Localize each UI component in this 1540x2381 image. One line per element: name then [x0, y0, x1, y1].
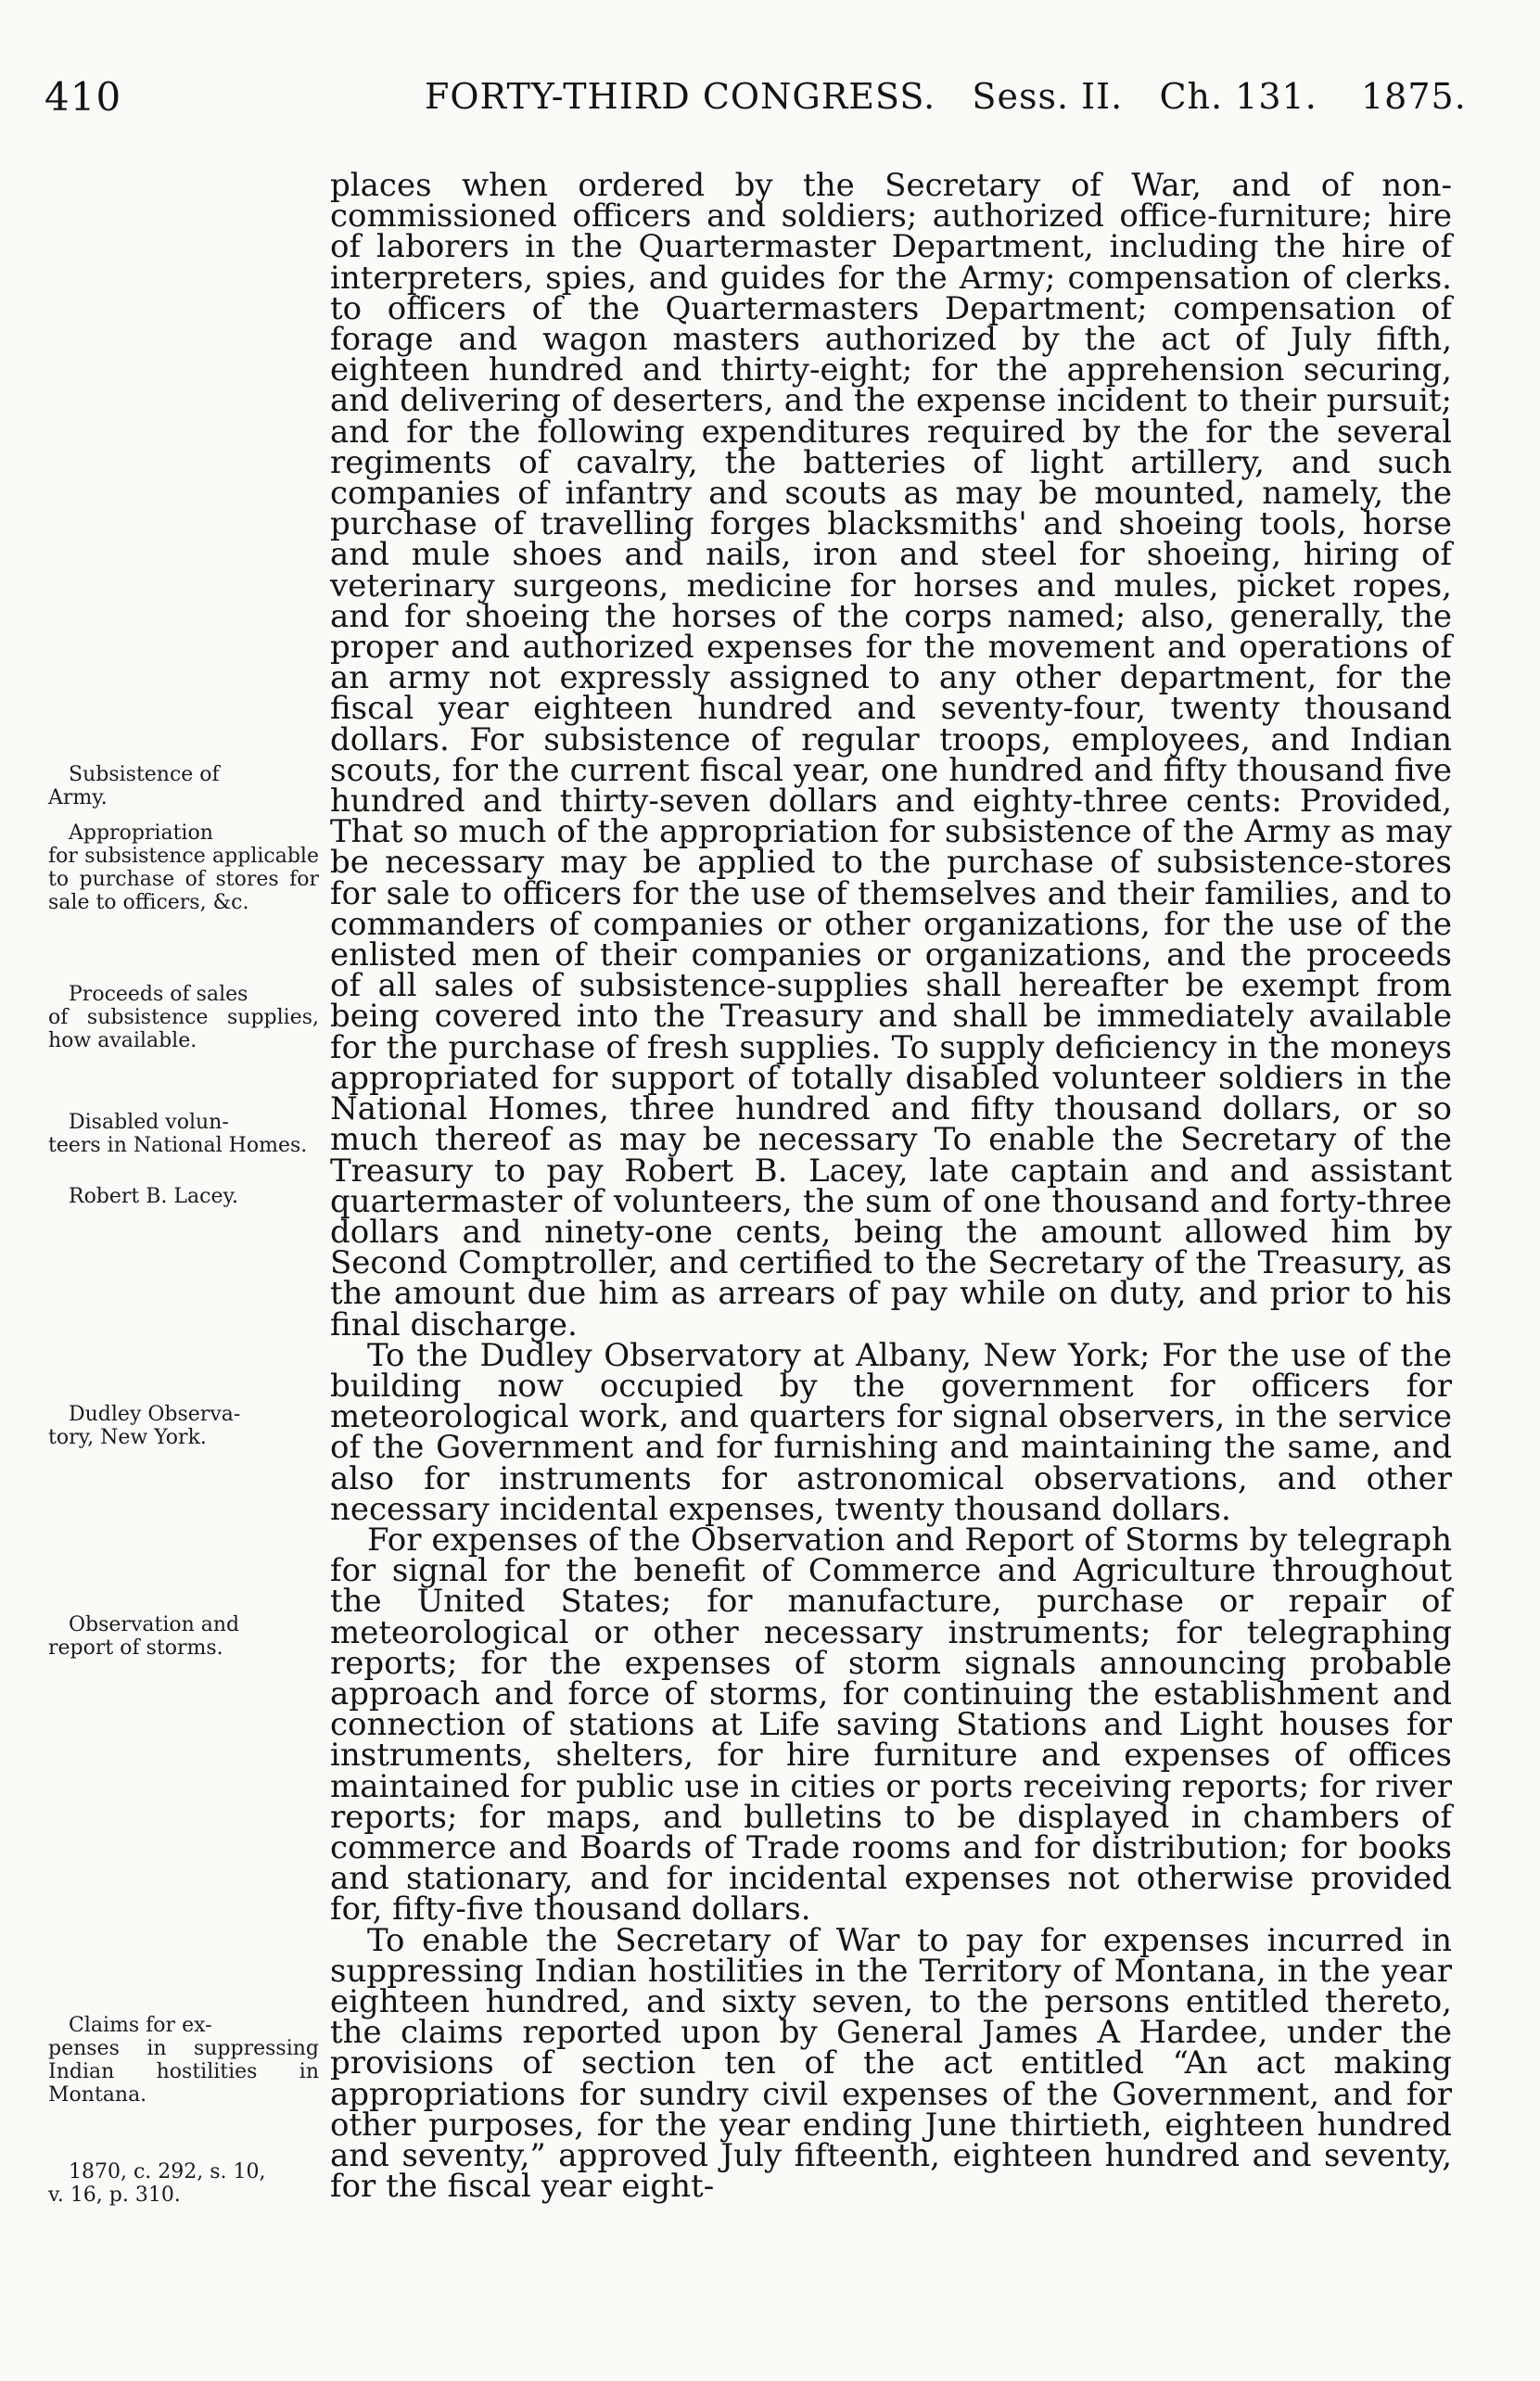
congress-title: FORTY-THIRD CONGRESS.: [425, 76, 936, 117]
margin-note-subsistence-army: Subsistence of Army.: [48, 763, 220, 809]
page-header: [45, 74, 1467, 130]
session-label: Sess. II.: [972, 76, 1124, 117]
paragraph-storm-reports: For expenses of the Observation and Report of Storms by telegraph for signal for the benefit of Commerce and Agriculture throughout the United States; for manufacture, purchase or repair of meteorological or other necessary instruments; for telegraphing reports; for the expenses of storm signals announcing probable approach and force of storms, for continuing the establishment and connection of stations at Life saving Stations and Light houses for instruments, shelters, for hire furniture and expenses of offices maintained for public use in cities or ports receiving reports; for river reports; for maps, and bulletins to be displayed in chambers of commerce and Boards of Trade rooms and for distribution; for books and stationary, and for incidental expenses not otherwise provided for, fifty-five thousand dollars.: [330, 1521, 1452, 1929]
margin-note-statute-citation: 1870, c. 292, s. 10, v. 16, p. 310.: [48, 2160, 266, 2207]
margin-note-dudley-observatory: Dudley Observa- tory, New York.: [48, 1403, 241, 1449]
paragraph-montana-claims: To enable the Secretary of War to pay for expenses incurred in suppressing Indian hostilities in the Territory of Montana, in the year eighteen hundred, and sixty seven, to the persons entitled thereto, the claims reported upon by General James A Hardee, under the provisions of section ten of the act entitled “An act making appropriations for sundry civil expenses of the Government, and for other purposes, for the year ending June thirtieth, eighteen hundred and seventy,” approved July fifteenth, eighteen hundred and seventy, for the fiscal year eight-: [330, 1921, 1452, 2206]
paragraph-dudley-observatory: To the Dudley Observatory at Albany, New York; For the use of the building now occupied by the government for officers for meteorological work, and quarters for signal observers, in the service of the Government and for furnishing and maintaining the same, and also for instruments for astronomical observations, and other necessary incidental expenses, twenty thousand dollars.: [330, 1336, 1452, 1528]
page-number: 410: [45, 74, 122, 120]
paragraph-quartermaster-subsistence: places when ordered by the Secretary of War, and of non-commissioned officers and soldiers; authorized office-furniture; hire of laborers in the Quartermaster Department, including the hire of interpreters, spies, and guides for the Army; compensation of clerks. to officers of the Quartermasters Department; compensation of forage and wagon masters authorized by the act of July fifth, eighteen hundred and thirty-eight; for the apprehension securing, and delivering of deserters, and the expense incident to their pursuit; and for the following expenditures required by the for the several regiments of cavalry, the batteries of light artillery, and such companies of infantry and scouts as may be mounted, namely, the purchase of travelling forges blacksmiths' and shoeing tools, horse and mule shoes and nails, iron and steel for shoeing, hiring of veterinary surgeons, medicine for horses and mules, picket ropes, and for shoeing the horses of the corps named; also, generally, the proper and authorized expenses for the movement and operations of an army not expressly assigned to any other department, for the fiscal year eighteen hundred and seventy-four, twenty thousand dollars. For subsistence of regular troops, employees, and Indian scouts, for the current fiscal year, one hundred and fifty thousand five hundred and thirty-seven dollars and eighty-three cents: Provided, That so much of the appropriation for subsistence of the Army as may be necessary may be applied to the purchase of subsistence-stores for sale to officers for the use of themselves and their families, and to commanders of companies or other organizations, for the use of the enlisted men of their companies or organizations, and the proceeds of all sales of subsistence-supplies shall hereafter be exempt from being covered into the Treasury and shall be immediately available for the purchase of fresh supplies. To supply deficiency in the moneys appropriated for support of totally disabled volunteer soldiers in the National Homes, three hundred and fifty thousand dollars, or so much thereof as may be necessary To enable the Secretary of the Treasury to pay Robert B. Lacey, late captain and and assistant quartermaster of volunteers, the sum of one thousand and forty-three dollars and ninety-one cents, being the amount allowed him by Second Comptroller, and certified to the Secretary of the Treasury, as the amount due him as arrears of pay while on duty, and prior to his final discharge.: [330, 167, 1452, 1343]
running-title: [425, 76, 1317, 117]
margin-note-montana-claims: Claims for ex- penses in suppressing Indian hostilities in Montana.: [48, 2014, 319, 2107]
margin-note-storm-observation: Observation and report of storms.: [48, 1613, 240, 1660]
margin-note-disabled-volunteers: Disabled volun- teers in National Homes.: [48, 1111, 308, 1157]
margin-note-robert-lacey: Robert B. Lacey.: [69, 1185, 238, 1208]
margin-note-proceeds-sales: Proceeds of sales of subsistence supplies, how available.: [48, 983, 319, 1052]
year-label: 1875.: [1361, 76, 1467, 117]
statute-body: [330, 167, 1452, 2206]
chapter-label: Ch. 131.: [1159, 76, 1317, 117]
margin-note-appropriation-stores: Appropriation for subsistence applicable to purchase of stores for sale to officers, &c.: [48, 821, 319, 914]
